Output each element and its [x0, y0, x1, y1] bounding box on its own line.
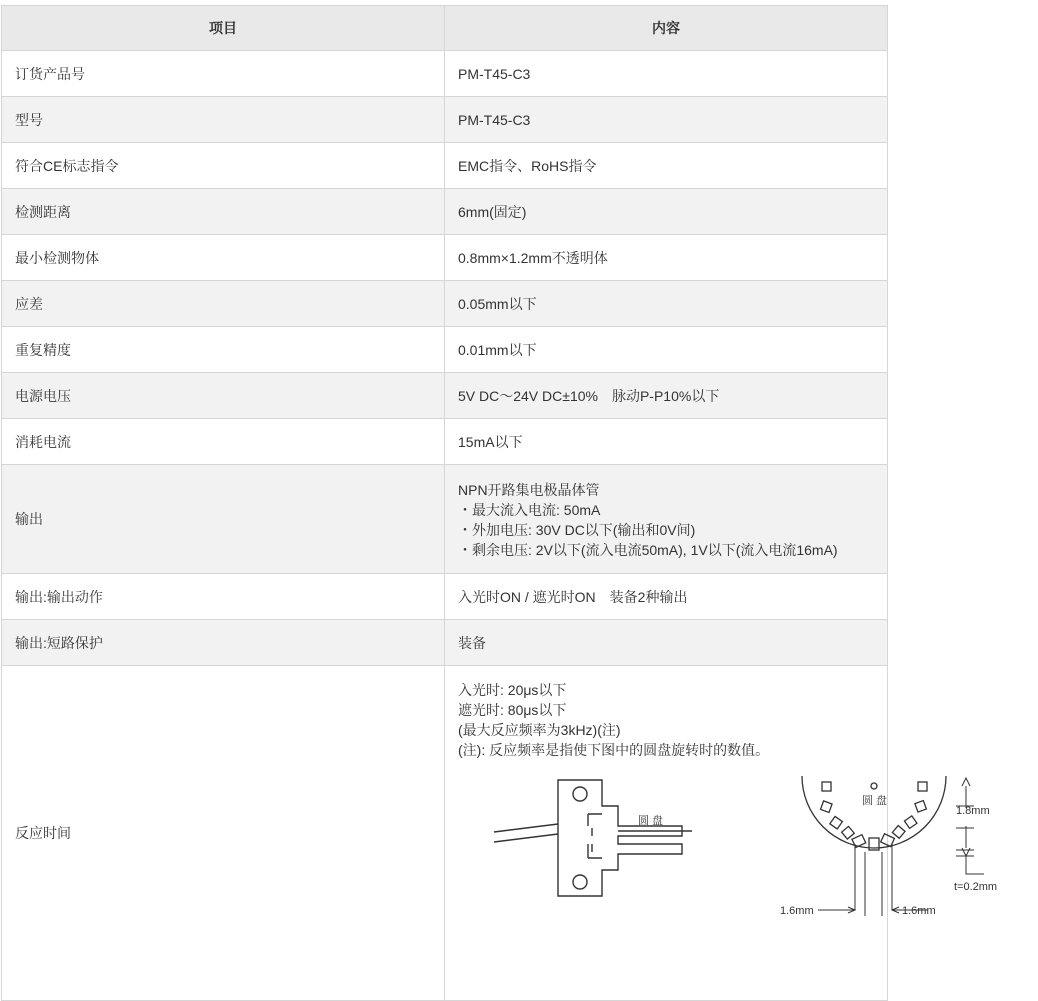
table-row-output [2, 465, 888, 574]
row-value: 入光时ON / 遮光时ON 装备2种输出 [445, 574, 888, 620]
row-label: 反应时间 [2, 666, 445, 1001]
row-value: 0.01mm以下 [445, 327, 888, 373]
table-row [2, 620, 888, 666]
row-value: 装备 [445, 620, 888, 666]
row-value: 15mA以下 [445, 419, 888, 465]
response-line: 入光时: 20μs以下 [458, 682, 567, 698]
table-row [2, 574, 888, 620]
row-value: 6mm(固定) [445, 189, 888, 235]
row-label: 应差 [2, 281, 445, 327]
row-label: 最小检测物体 [2, 235, 445, 281]
response-figure [458, 768, 998, 998]
table-row [2, 373, 888, 419]
dim-left: 1.6mm [780, 905, 814, 917]
table-row [2, 281, 888, 327]
row-label: 输出 [2, 465, 445, 574]
table-row [2, 235, 888, 281]
table-header-row [2, 6, 888, 51]
row-label: 消耗电流 [2, 419, 445, 465]
header-content: 内容 [445, 6, 888, 51]
row-label: 电源电压 [2, 373, 445, 419]
row-label: 重复精度 [2, 327, 445, 373]
row-label: 型号 [2, 97, 445, 143]
row-label: 符合CE标志指令 [2, 143, 445, 189]
row-value: EMC指令、RoHS指令 [445, 143, 888, 189]
table-row [2, 51, 888, 97]
disk-label: 圆 盘 [862, 795, 888, 807]
row-value-response [445, 666, 998, 1001]
row-value: 0.05mm以下 [445, 281, 888, 327]
dim-right: 1.6mm [902, 905, 936, 917]
table-row [2, 189, 888, 235]
response-line: (最大反应频率为3kHz)(注) [458, 722, 621, 738]
table-row-response [2, 666, 888, 1001]
row-value: 0.8mm×1.2mm不透明体 [445, 235, 888, 281]
table-row [2, 97, 888, 143]
response-line: (注): 反应频率是指使下图中的圆盘旋转时的数值。 [458, 742, 770, 758]
dim-slot: 1.8mm [956, 805, 990, 817]
header-item: 项目 [2, 6, 445, 51]
row-label: 检测距离 [2, 189, 445, 235]
row-value: PM-T45-C3 [445, 97, 888, 143]
dim-thickness: t=0.2mm [954, 881, 998, 893]
output-line: NPN开路集电极晶体管 [458, 482, 600, 498]
row-value: 5V DC～24V DC±10% 脉动P-P10%以下 [445, 373, 888, 419]
table-row [2, 327, 888, 373]
spec-table [1, 5, 998, 1001]
row-label: 输出:输出动作 [2, 574, 445, 620]
row-value: PM-T45-C3 [445, 51, 888, 97]
output-line: ・最大流入电流: 50mA [458, 502, 601, 518]
output-line: ・剩余电压: 2V以下(流入电流50mA), 1V以下(流入电流16mA) [458, 542, 838, 558]
table-row [2, 419, 888, 465]
row-label: 订货产品号 [2, 51, 445, 97]
row-label: 输出:短路保护 [2, 620, 445, 666]
table-row [2, 143, 888, 189]
output-line: ・外加电压: 30V DC以下(输出和0V间) [458, 522, 696, 538]
row-value-output [445, 465, 888, 574]
sensor-drawing [492, 774, 692, 904]
sensor-disk-label: 圆 盘 [638, 815, 664, 827]
disk-drawing [778, 768, 1038, 928]
response-line: 遮光时: 80μs以下 [458, 702, 567, 718]
